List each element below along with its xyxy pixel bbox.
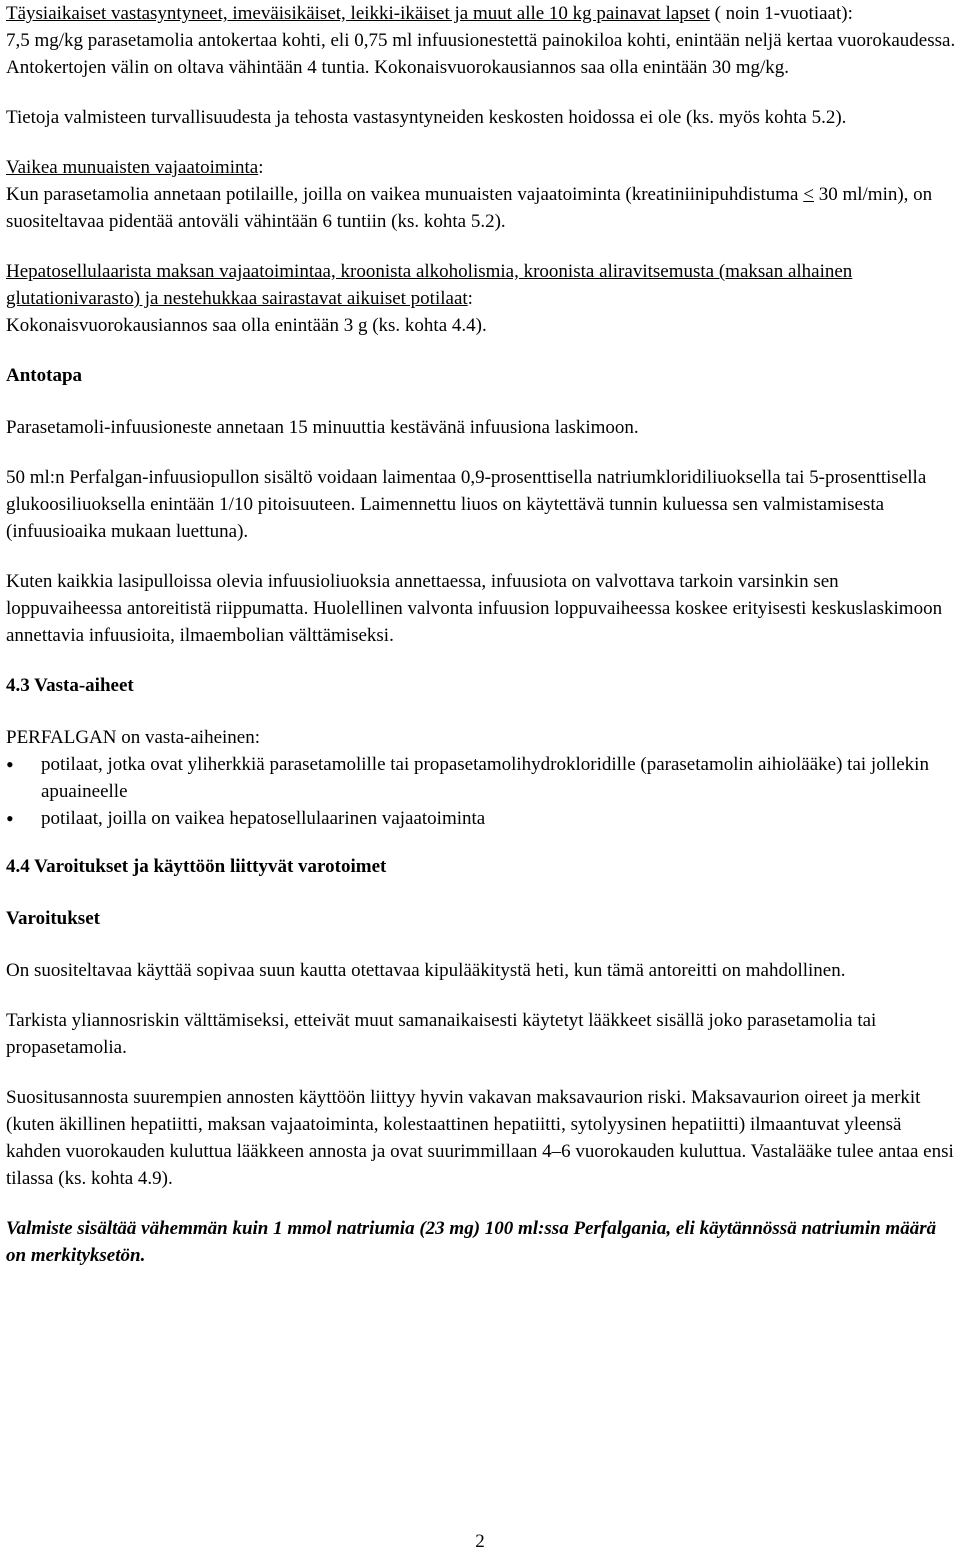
antotapa-paragraph-1: Parasetamoli-infuusioneste annetaan 15 minuuttia kestävänä infuusiona laskimoon. bbox=[6, 417, 639, 438]
list-item: • potilaat, jotka ovat yliherkkiä parasetamolille tai propasetamolihydrokloridille (parasetamolin aihiolääke) tai jollekin apuaineelle bbox=[6, 751, 956, 805]
renal-heading-suffix: : bbox=[258, 157, 264, 178]
renal-text-after: 30 ml/min), on suositeltavaa pidentää antoväli vähintään 6 tuntiin (ks. kohta 5.2). bbox=[6, 184, 933, 232]
antotapa-paragraph-3: Kuten kaikkia lasipulloissa olevia infuusioliuoksia annettaessa, infuusiota on valvottava tarkoin varsinkin sen loppuvaiheessa antoreitistä riippumatta. Huolellinen valvonta infuusion loppuvaiheessa koskee erityisesti keskuslaskimoon annettavia infuusioita, ilmaembolian välttämiseksi. bbox=[6, 571, 943, 646]
warnings-paragraph-2: Tarkista yliannosriskin välttämiseksi, etteivät muut samanaikaisesti käytetyt lääkkeet sisällä joko parasetamolia tai propasetamolia. bbox=[6, 1010, 877, 1058]
page-number: 2 bbox=[475, 1531, 485, 1552]
sodium-note: Valmiste sisältää vähemmän kuin 1 mmol natriumia (23 mg) 100 ml:ssa Perfalgania, eli käytännössä natriumin määrä on merkityksetön. bbox=[6, 1218, 937, 1266]
newborns-note: Tietoja valmisteen turvallisuudesta ja tehosta vastasyntyneiden keskosten hoidossa ei ole (ks. myös kohta 5.2). bbox=[6, 107, 847, 128]
contraindications-list bbox=[6, 751, 956, 832]
hepato-heading-suffix: : bbox=[467, 288, 473, 309]
contraindications-heading: 4.3 Vasta-aiheet bbox=[6, 675, 134, 696]
infants-heading: Täysiaikaiset vastasyntyneet, imeväisikäiset, leikki-ikäiset ja muut alle 10 kg painavat lapset bbox=[6, 3, 710, 24]
less-or-equal-symbol: < bbox=[803, 184, 814, 205]
warnings-subheading: Varoitukset bbox=[6, 908, 100, 929]
infants-dosing-text: 7,5 mg/kg parasetamolia antokertaa kohti, eli 0,75 ml infuusionestettä painokiloa kohti, enintään neljä kertaa vuorokaudessa. Antokertojen välin on oltava vähintään 4 tuntia. Kokonaisvuorokausiannos saa olla enintään 30 mg/kg. bbox=[6, 30, 956, 78]
infants-heading-suffix: ( noin 1-vuotiaat): bbox=[709, 3, 853, 24]
antotapa-paragraph-2: 50 ml:n Perfalgan-infuusiopullon sisältö voidaan laimentaa 0,9-prosenttisella natriumkloridiliuoksella tai 5-prosenttisella glukoosiliuoksella enintään 1/10 pitoisuuteen. Laimennettu liuos on käytettävä tunnin kuluessa sen valmistamisesta (infuusioaika mukaan luettuna). bbox=[6, 467, 927, 542]
hepato-paragraph bbox=[6, 258, 956, 339]
hepato-heading: Hepatosellulaarista maksan vajaatoimintaa, kroonista alkoholismia, kroonista aliravitsemusta (maksan alhainen glutationivarasto) ja nestehukkaa sairastavat aikuiset potilaat bbox=[6, 261, 853, 309]
renal-paragraph bbox=[6, 154, 956, 235]
renal-heading: Vaikea munuaisten vajaatoiminta bbox=[6, 157, 259, 178]
renal-text-before: Kun parasetamolia annetaan potilaille, joilla on vaikea munuaisten vajaatoiminta (kreatiniinipuhdistuma bbox=[6, 184, 804, 205]
contraindications-intro: PERFALGAN on vasta-aiheinen: bbox=[6, 727, 260, 748]
warnings-paragraph-3: Suositusannosta suurempien annosten käyttöön liittyy hyvin vakavan maksavaurion riski. Maksavaurion oireet ja merkit (kuten äkillinen hepatiitti, maksan vajaatoiminta, kolestaattinen hepatiitti, sytolyysinen hepatiitti) ilmaantuvat yleensä kahden vuorokauden kuluttua lääkkeen annosta ja ovat suurimmillaan 4–6 vuorokauden kuluttua. Vastalääke tulee antaa ensi tilassa (ks. kohta 4.9). bbox=[6, 1087, 954, 1189]
warnings-paragraph-1: On suositeltavaa käyttää sopivaa suun kautta otettavaa kipulääkitystä heti, kun tämä antoreitti on mahdollinen. bbox=[6, 960, 846, 981]
hepato-text: Kokonaisvuorokausiannos saa olla enintään 3 g (ks. kohta 4.4). bbox=[6, 315, 487, 336]
antotapa-heading: Antotapa bbox=[6, 365, 83, 386]
document-page bbox=[6, 0, 956, 1292]
infants-dosing-paragraph bbox=[6, 0, 956, 81]
list-item: • potilaat, joilla on vaikea hepatosellulaarinen vajaatoiminta bbox=[6, 805, 956, 832]
warnings-heading: 4.4 Varoitukset ja käyttöön liittyvät varotoimet bbox=[6, 856, 387, 877]
